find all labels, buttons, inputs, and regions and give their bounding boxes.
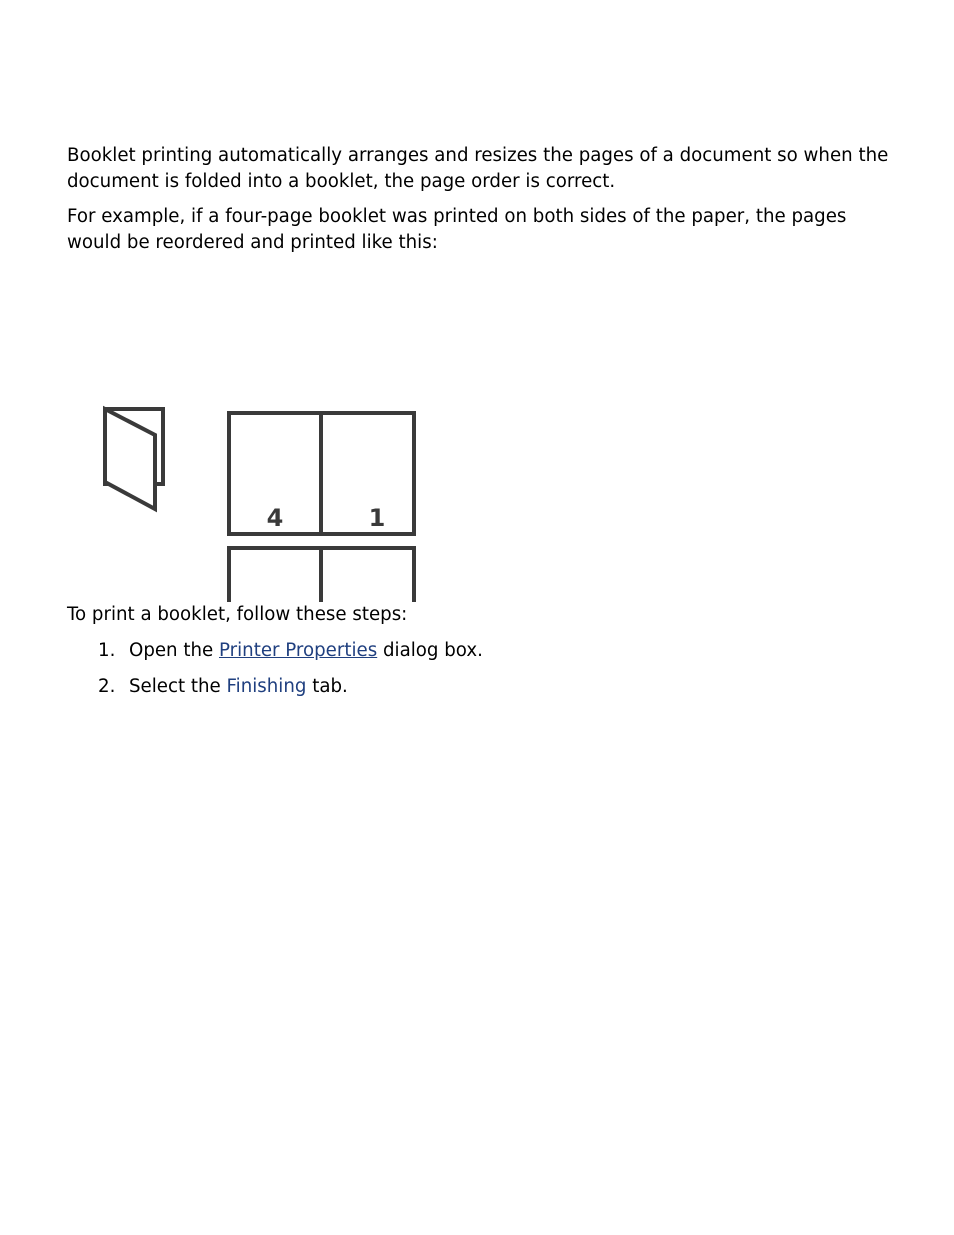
step-text-before: Select the (129, 676, 227, 697)
page-number-4: 4 (266, 504, 284, 532)
step-text-after: tab. (306, 676, 348, 697)
finishing-tab-name: Finishing (226, 676, 307, 697)
printer-properties-link[interactable]: Printer Properties (219, 640, 378, 661)
step-number: 1. (98, 640, 116, 661)
step-1 (67, 638, 897, 664)
steps-intro: To print a booklet, follow these steps: (67, 604, 408, 625)
intro-paragraph-1: Booklet printing automatically arranges and resizes the pages of a document so when the document is folded into a booklet, the page order is correct. (67, 145, 889, 192)
folded-booklet-icon (105, 409, 163, 509)
top-sheet (229, 413, 414, 534)
document-page (67, 143, 897, 710)
step-2 (67, 674, 897, 700)
step-number: 2. (98, 676, 116, 697)
bottom-sheet (229, 548, 414, 602)
booklet-illustration (67, 256, 897, 602)
step-text-before: Open the (129, 640, 219, 661)
step-text-after: dialog box. (377, 640, 483, 661)
steps-list (67, 638, 897, 700)
page-number-1: 1 (368, 504, 386, 532)
intro-paragraph-2: For example, if a four-page booklet was printed on both sides of the paper, the pages would be reordered and printed like this: (67, 206, 847, 253)
booklet-diagram (67, 256, 897, 602)
